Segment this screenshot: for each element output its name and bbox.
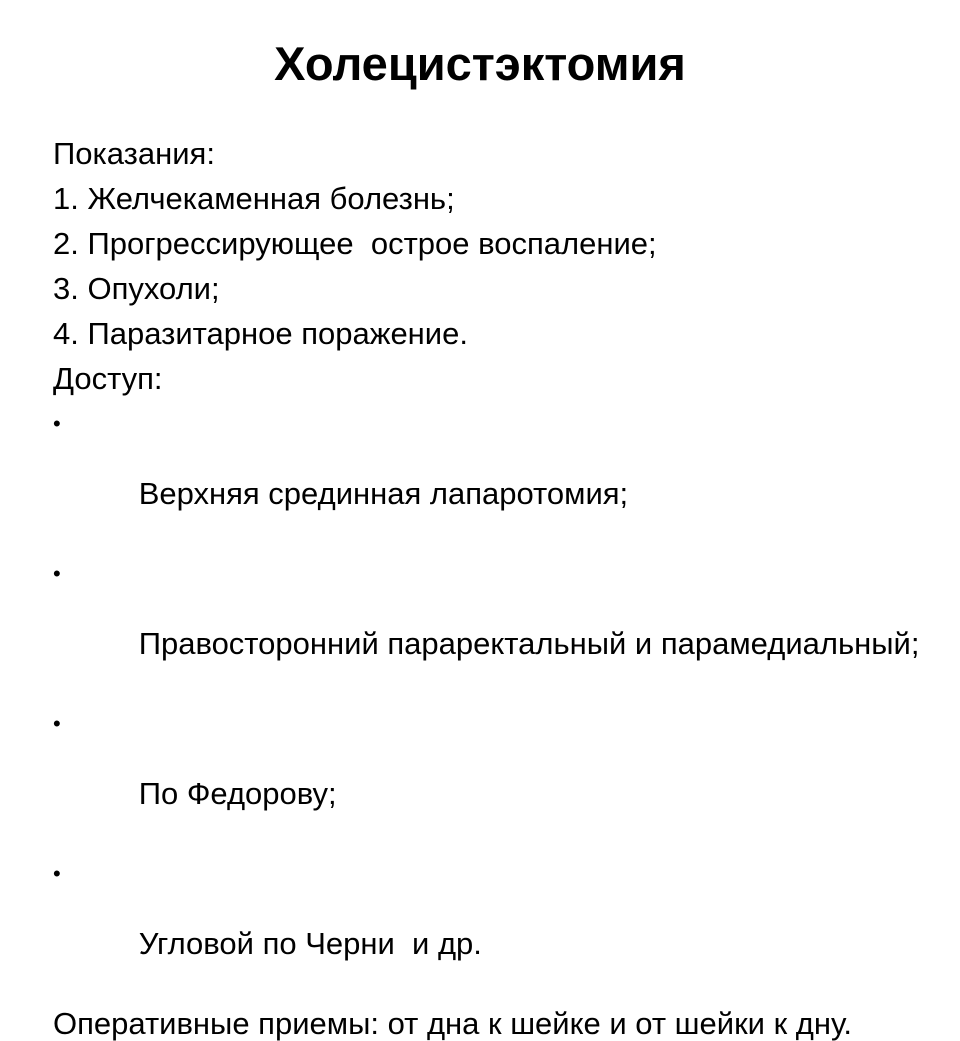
access-list-item: [53, 556, 943, 696]
slide-body: [53, 136, 943, 1041]
indication-item: 3. Опухоли;: [53, 271, 220, 306]
access-list-item: [53, 406, 943, 546]
bullet-icon: •: [53, 711, 61, 736]
bullet-icon: •: [53, 561, 61, 586]
slide-title: Холецистэктомия: [274, 37, 686, 90]
access-item-text: По Федорову;: [138, 776, 337, 811]
access-item-text: Угловой по Черни и др.: [138, 926, 482, 961]
access-item-text: Верхняя срединная лапаротомия;: [138, 476, 629, 511]
indications-heading: Показания:: [53, 136, 215, 171]
bullet-icon: •: [53, 861, 61, 886]
access-heading: Доступ:: [53, 361, 163, 396]
access-list-item: [53, 706, 943, 846]
indication-item: 1. Желчекаменная болезнь;: [53, 181, 455, 216]
techniques-text: Оперативные приемы: от дна к шейке и от шейки к дну.: [53, 1006, 852, 1041]
access-list-item: [53, 856, 943, 996]
indication-item: 4. Паразитарное поражение.: [53, 316, 468, 351]
bullet-icon: •: [53, 411, 61, 436]
indication-item: 2. Прогрессирующее острое воспаление;: [53, 226, 657, 261]
access-item-text: Правосторонний параректальный и парамедиальный;: [138, 626, 920, 661]
